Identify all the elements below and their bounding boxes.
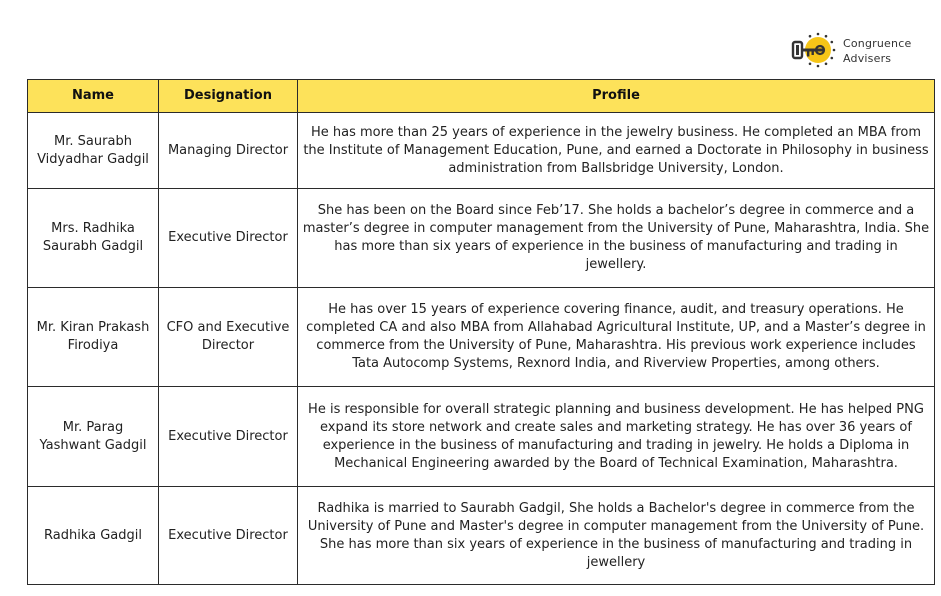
director-name: Mr. Saurabh Vidyadhar Gadgil bbox=[28, 113, 159, 189]
column-header-profile: Profile bbox=[298, 80, 935, 113]
board-of-directors-table bbox=[27, 79, 935, 585]
director-name: Mr. Parag Yashwant Gadgil bbox=[28, 387, 159, 487]
director-name: Mr. Kiran Prakash Firodiya bbox=[28, 288, 159, 387]
director-profile: He is responsible for overall strategic planning and business development. He has helped PNG expand its store network and create sales and marketing strategy. He has over 36 years of experience in the business of manufacturing and trading in jewelry. He holds a Diploma in Mechanical Engineering awarded by the Board of Technical Examination, Maharashtra. bbox=[298, 387, 935, 487]
table-row bbox=[28, 487, 935, 585]
director-profile: He has more than 25 years of experience in the jewelry business. He completed an MBA from the Institute of Management Education, Pune, and earned a Doctorate in Philosophy in business administration from Ballsbridge University, London. bbox=[298, 113, 935, 189]
director-name: Radhika Gadgil bbox=[28, 487, 159, 585]
director-profile: Radhika is married to Saurabh Gadgil, She holds a Bachelor's degree in commerce from the University of Pune and Master's degree in computer management from the University of Pune. She has more than six years of experience in the business of manufacturing and trading in jewellery bbox=[298, 487, 935, 585]
table-row bbox=[28, 387, 935, 487]
director-designation: Executive Director bbox=[159, 189, 298, 288]
director-designation: Managing Director bbox=[159, 113, 298, 189]
director-designation: Executive Director bbox=[159, 387, 298, 487]
table-header-row bbox=[28, 80, 935, 113]
director-designation: CFO and Executive Director bbox=[159, 288, 298, 387]
table-row bbox=[28, 113, 935, 189]
director-profile: He has over 15 years of experience covering finance, audit, and treasury operations. He completed CA and also MBA from Allahabad Agricultural Institute, UP, and a Master’s degree in commerce from the University of Pune, Maharashtra. His previous work experience includes Tata Autocomp Systems, Rexnord India, and Riverview Properties, among others. bbox=[298, 288, 935, 387]
table-row bbox=[28, 189, 935, 288]
brand-logo bbox=[790, 30, 935, 70]
column-header-name: Name bbox=[28, 80, 159, 113]
key-icon bbox=[790, 32, 836, 68]
brand-name-line1: Congruence bbox=[843, 37, 912, 50]
brand-name bbox=[843, 36, 911, 66]
director-name: Mrs. Radhika Saurabh Gadgil bbox=[28, 189, 159, 288]
table-row bbox=[28, 288, 935, 387]
column-header-designation: Designation bbox=[159, 80, 298, 113]
director-profile: She has been on the Board since Feb’17. She holds a bachelor’s degree in commerce and a master’s degree in computer management from the University of Pune, Maharashtra, India. She has more than six years of experience in the business of manufacturing and trading in jewellery. bbox=[298, 189, 935, 288]
brand-name-line2: Advisers bbox=[843, 52, 892, 65]
director-designation: Executive Director bbox=[159, 487, 298, 585]
